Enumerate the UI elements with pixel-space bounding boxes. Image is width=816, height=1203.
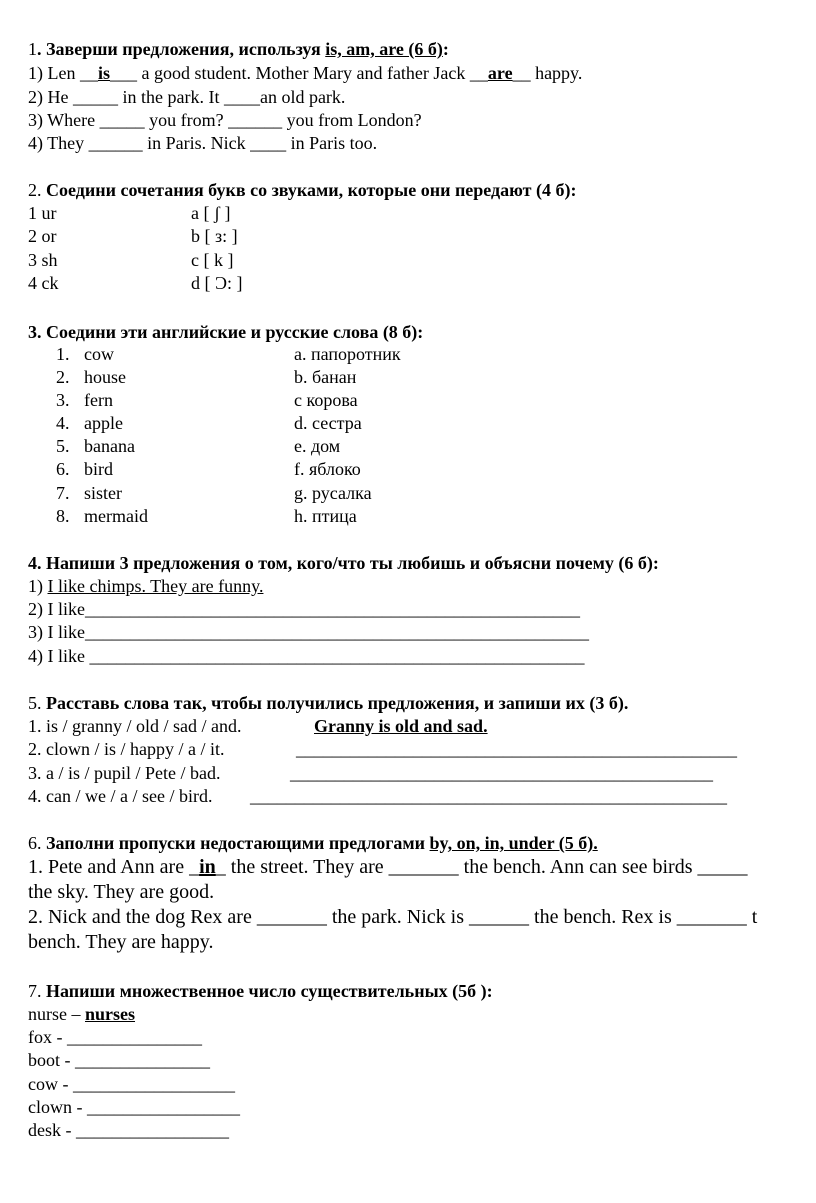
section-3-en-5: banana <box>84 436 135 456</box>
section-3-en-4: apple <box>84 413 123 433</box>
section-7-line-6: desk - _________________ <box>28 1120 229 1140</box>
section-7-line-5: clown - _________________ <box>28 1097 240 1117</box>
section-5-line-3: 3. a / is / pupil / Pete / bad. <box>28 763 221 783</box>
section-3-num-5: 5. <box>56 436 70 456</box>
section-2-right-4: d [ Ɔ: ] <box>191 273 243 293</box>
section-2-right-2: b [ з: ] <box>191 226 238 246</box>
section-3-ru-5: e. дом <box>294 436 341 456</box>
section-7-line-3: boot - _______________ <box>28 1050 210 1070</box>
section-2-left-3: 3 sh <box>28 250 58 270</box>
section-2-left-1: 1 ur <box>28 203 57 223</box>
section-4-line-2: 2) I like_______________________________________________________ <box>28 599 580 619</box>
section-6-line-3: 2. Nick and the dog Rex are _______ the park. Nick is ______ the bench. Rex is _______ t <box>28 906 758 928</box>
section-7-line-2: fox - _______________ <box>28 1027 202 1047</box>
section-7-line-4: cow - __________________ <box>28 1074 235 1094</box>
section-3-en-3: fern <box>84 390 113 410</box>
section-3-ru-2: b. банан <box>294 367 357 387</box>
section-5-heading: 5. Расставь слова так, чтобы получились предложения, и запиши их (3 б). <box>28 693 629 713</box>
section-6-heading: 6. Заполни пропуски недостающими предлогами by, on, in, under (5 б). <box>28 833 598 853</box>
section-1-line-3: 3) Where _____ you from? ______ you from London? <box>28 110 422 130</box>
section-3-ru-3: c корова <box>294 390 358 410</box>
section-3-en-8: mermaid <box>84 506 148 526</box>
section-3-en-7: sister <box>84 483 122 503</box>
section-3-ru-4: d. сестра <box>294 413 362 433</box>
section-3-en-6: bird <box>84 459 113 479</box>
section-5-line-4: 4. can / we / a / see / bird. <box>28 786 213 806</box>
section-3-num-3: 3. <box>56 390 70 410</box>
section-3-num-1: 1. <box>56 344 70 364</box>
section-2-heading: 2. Соедини сочетания букв со звуками, которые они передают (4 б): <box>28 180 577 200</box>
section-3-ru-6: f. яблоко <box>294 459 361 479</box>
section-5-answer-1: Granny is old and sad. <box>314 716 488 736</box>
section-2-left-2: 2 or <box>28 226 57 246</box>
section-5-line-1: 1. is / granny / old / sad / and. <box>28 716 242 736</box>
section-2-left-4: 4 ck <box>28 273 59 293</box>
section-2-right-1: a [ ʃ ] <box>191 203 231 223</box>
section-5-blank-4: _____________________________________________________ <box>250 786 727 806</box>
section-3-num-8: 8. <box>56 506 70 526</box>
section-3-num-7: 7. <box>56 483 70 503</box>
section-4-line-3: 3) I like________________________________________________________ <box>28 622 589 642</box>
section-3-ru-7: g. русалка <box>294 483 372 503</box>
section-5-line-2: 2. clown / is / happy / a / it. <box>28 739 225 759</box>
section-7-line-1: nurse – nurses <box>28 1004 136 1024</box>
section-6-line-2: the sky. They are good. <box>28 881 215 903</box>
section-1-heading: 1. Заверши предложения, используя is, am, are (6 б): <box>28 39 449 59</box>
section-4-line-1: 1) I like chimps. They are funny. <box>28 576 264 596</box>
section-3-num-6: 6. <box>56 459 70 479</box>
section-3-en-1: cow <box>84 344 114 364</box>
section-7-heading: 7. Напиши множественное число существительных (5б ): <box>28 981 493 1001</box>
section-4-line-4: 4) I like _______________________________________________________ <box>28 646 585 666</box>
section-3-num-2: 2. <box>56 367 70 387</box>
section-1-line-1: 1) Len __is___ a good student. Mother Mary and father Jack __are__ happy. <box>28 63 583 83</box>
section-2-right-3: c [ k ] <box>191 250 234 270</box>
section-3-heading: 3. Соедини эти английские и русские слова (8 б): <box>28 322 424 342</box>
section-3-ru-8: h. птица <box>294 506 357 526</box>
section-3-num-4: 4. <box>56 413 70 433</box>
section-1-line-2: 2) He _____ in the park. It ____an old park. <box>28 87 346 107</box>
section-4-heading: 4. Напиши 3 предложения о том, кого/что ты любишь и объясни почему (6 б): <box>28 553 659 573</box>
section-3-en-2: house <box>84 367 126 387</box>
section-5-blank-2: _________________________________________________ <box>296 739 737 759</box>
section-3-ru-1: a. папоротник <box>294 344 401 364</box>
section-5-blank-3: _______________________________________________ <box>290 763 713 783</box>
section-1-line-4: 4) They ______ in Paris. Nick ____ in Paris too. <box>28 133 378 153</box>
section-6-line-1: 1. Pete and Ann are _in_ the street. They are _______ the bench. Ann can see birds _____ <box>28 856 748 878</box>
section-6-line-4: bench. They are happy. <box>28 931 214 953</box>
